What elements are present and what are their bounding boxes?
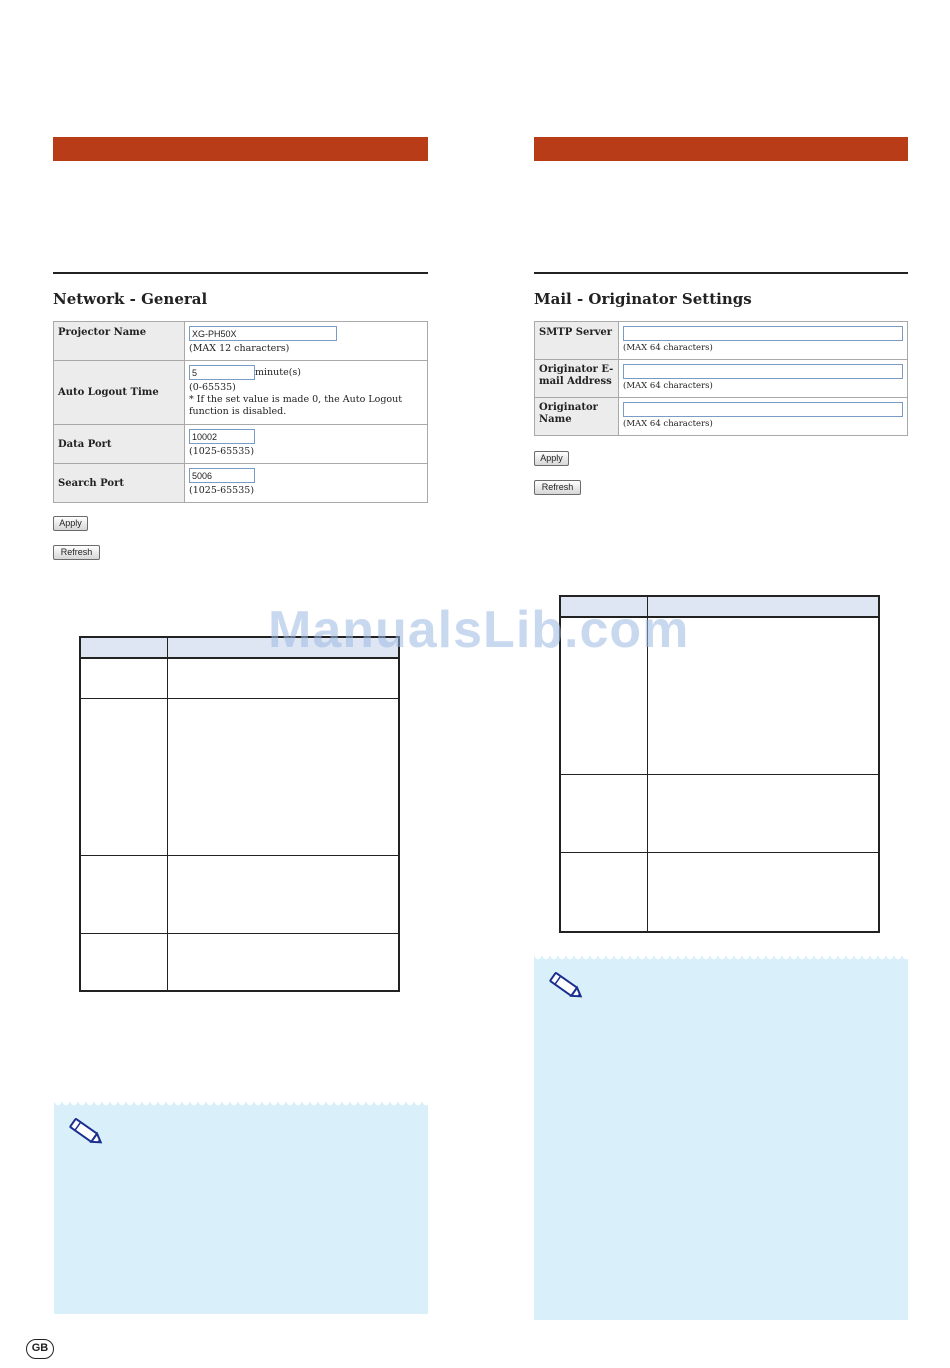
pencil-note-icon [546, 970, 586, 1002]
table-cell [80, 933, 167, 991]
left-settings-table [79, 636, 400, 992]
region-badge: GB [26, 1339, 54, 1359]
note-scallop-edge [54, 1102, 428, 1109]
originator-email-label: Originator E-mail Address [535, 360, 619, 398]
data-port-input[interactable]: 10002 [189, 429, 255, 444]
originator-name-hint: (MAX 64 characters) [623, 419, 713, 429]
left-note-box [54, 1102, 428, 1314]
projector-name-hint: (MAX 12 characters) [189, 343, 290, 354]
search-port-input[interactable]: 5006 [189, 468, 255, 483]
originator-email-hint: (MAX 64 characters) [623, 381, 713, 391]
originator-name-label: Originator Name [535, 398, 619, 436]
table-cell [560, 852, 647, 932]
left-section-header-bar [53, 137, 428, 161]
auto-logout-range-hint: (0-65535) [189, 382, 236, 393]
auto-logout-time-label: Auto Logout Time [54, 361, 185, 425]
mail-apply-button[interactable]: Apply [534, 451, 569, 466]
search-port-label: Search Port [54, 464, 185, 503]
table-cell [560, 774, 647, 852]
network-general-form [53, 321, 428, 503]
table-cell [80, 855, 167, 933]
data-port-label: Data Port [54, 425, 185, 464]
smtp-server-label: SMTP Server [535, 322, 619, 360]
smtp-server-input[interactable] [623, 326, 903, 341]
right-section-rule [534, 272, 908, 274]
left-section-rule [53, 272, 428, 274]
table-cell [167, 855, 399, 933]
data-port-hint: (1025-65535) [189, 446, 255, 457]
auto-logout-unit: minute(s) [255, 367, 302, 378]
table-cell [80, 698, 167, 855]
mail-refresh-button[interactable]: Refresh [534, 480, 581, 495]
mail-originator-title: Mail - Originator Settings [534, 290, 752, 308]
mail-originator-form [534, 321, 908, 436]
table-cell [647, 852, 879, 932]
table-cell [80, 658, 167, 698]
right-section-header-bar [534, 137, 908, 161]
projector-name-label: Projector Name [54, 322, 185, 361]
table-cell [167, 933, 399, 991]
network-apply-button[interactable]: Apply [53, 516, 88, 531]
smtp-server-hint: (MAX 64 characters) [623, 343, 713, 353]
note-scallop-edge [534, 956, 908, 963]
table-cell [647, 774, 879, 852]
auto-logout-note: * If the set value is made 0, the Auto Logout function is disabled. [189, 394, 403, 417]
pencil-note-icon [66, 1116, 106, 1148]
network-general-title: Network - General [53, 290, 208, 308]
table-header-cell [80, 637, 167, 658]
network-refresh-button[interactable]: Refresh [53, 545, 100, 560]
right-note-box [534, 956, 908, 1320]
projector-name-input[interactable]: XG-PH50X [189, 326, 337, 341]
table-cell [167, 698, 399, 855]
manualslib-watermark: ManualsLib.com [268, 601, 690, 659]
table-cell [167, 658, 399, 698]
search-port-hint: (1025-65535) [189, 485, 255, 496]
originator-name-input[interactable] [623, 402, 903, 417]
auto-logout-time-input[interactable]: 5 [189, 365, 255, 380]
originator-email-input[interactable] [623, 364, 903, 379]
